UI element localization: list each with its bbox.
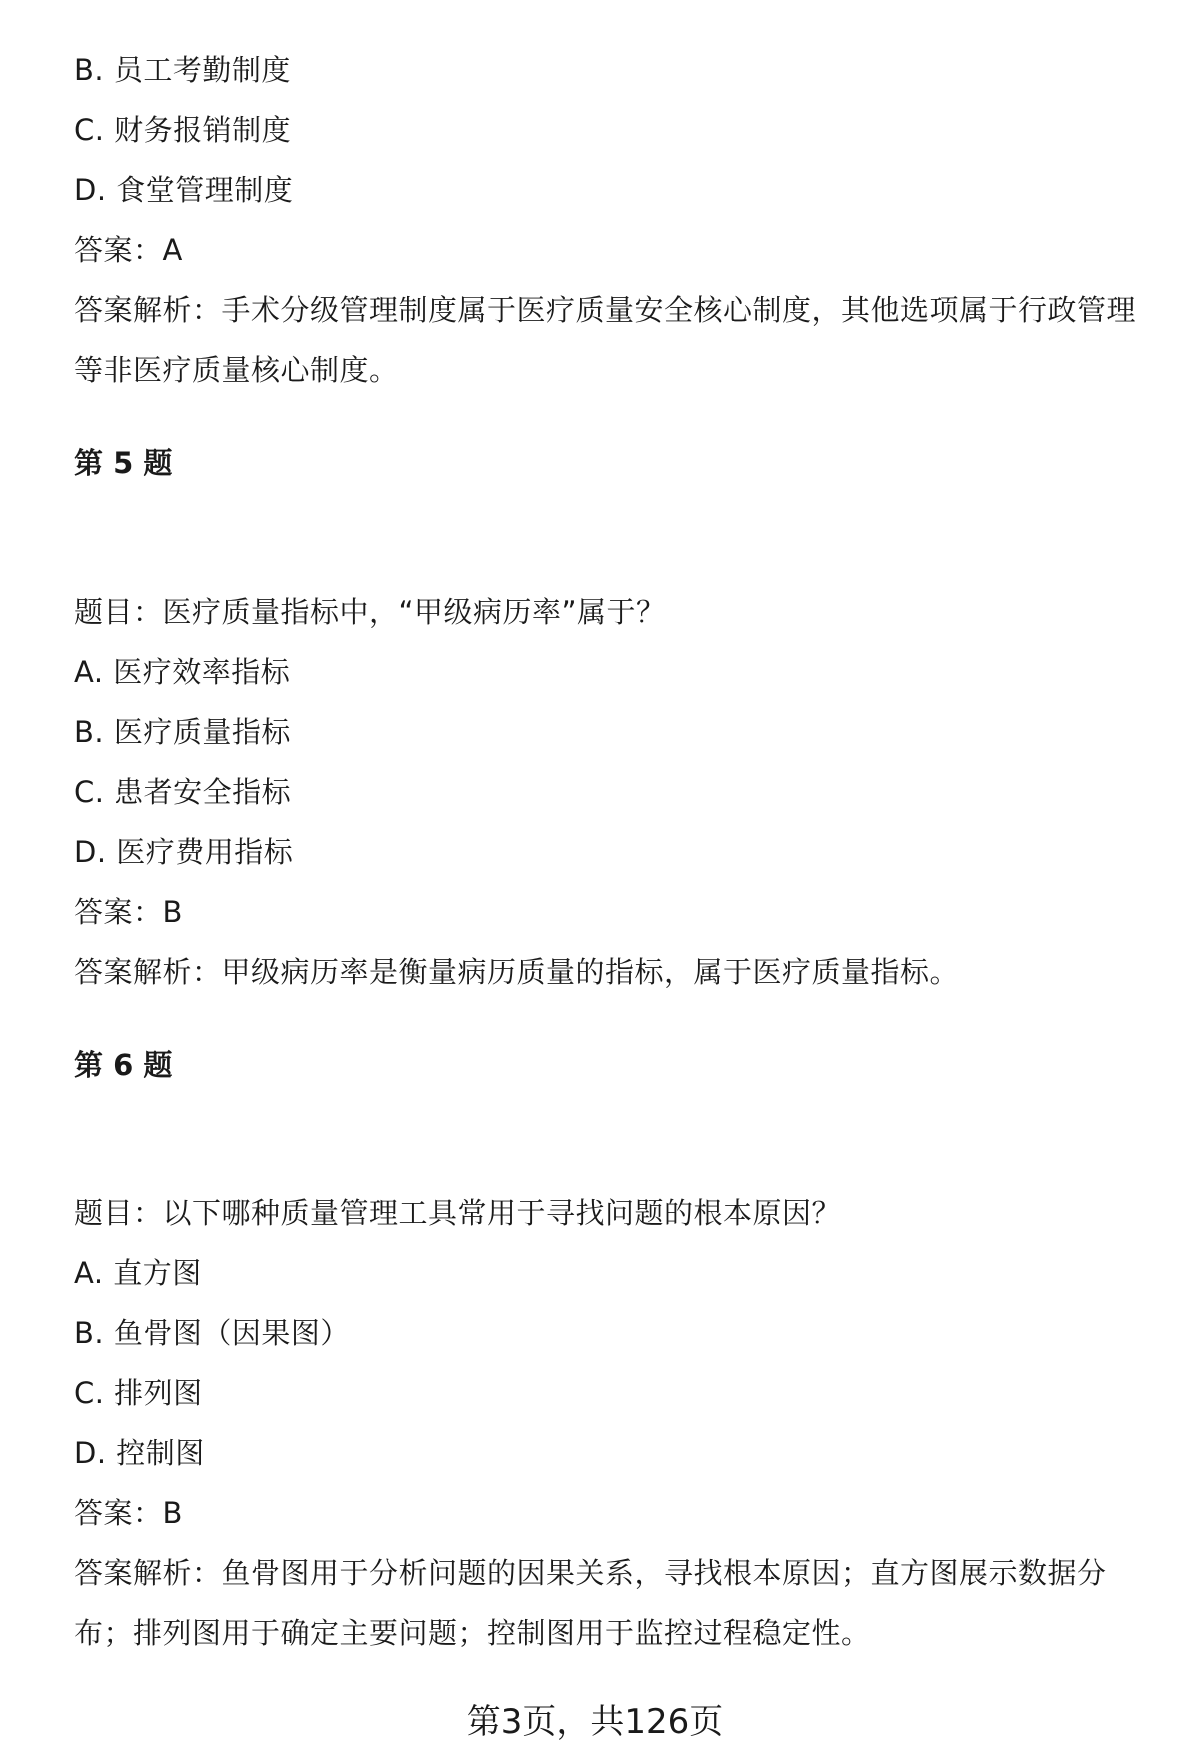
q6-heading: 第 6 题 (74, 1048, 173, 1082)
q6-answer: 答案：B (74, 1496, 183, 1530)
q6-option-c: C. 排列图 (74, 1376, 203, 1410)
q5-answer: 答案：B (74, 895, 183, 929)
q6-option-d: D. 控制图 (74, 1436, 205, 1470)
q6-question: 题目：以下哪种质量管理工具常用于寻找问题的根本原因？ (74, 1196, 842, 1230)
q5-option-c: C. 患者安全指标 (74, 775, 292, 809)
q5-option-a: A. 医疗效率指标 (74, 655, 291, 689)
q6-option-b: B. 鱼骨图（因果图） (74, 1316, 350, 1350)
q4-explanation-line1: 答案解析：手术分级管理制度属于医疗质量安全核心制度，其他选项属于行政管理 (74, 293, 1137, 327)
q6-option-a: A. 直方图 (74, 1256, 202, 1290)
q5-heading: 第 5 题 (74, 446, 173, 480)
q5-option-d: D. 医疗费用指标 (74, 835, 294, 869)
q4-answer: 答案：A (74, 233, 183, 267)
q6-explanation-line2: 布；排列图用于确定主要问题；控制图用于监控过程稳定性。 (74, 1616, 871, 1650)
q5-option-b: B. 医疗质量指标 (74, 715, 291, 749)
q4-option-b: B. 员工考勤制度 (74, 53, 291, 87)
q5-question: 题目：医疗质量指标中，“甲级病历率”属于？ (74, 595, 666, 629)
q4-option-d: D. 食堂管理制度 (74, 173, 294, 207)
q5-explanation-line1: 答案解析：甲级病历率是衡量病历质量的指标，属于医疗质量指标。 (74, 955, 960, 989)
page-number-footer: 第3页，共126页 (466, 1702, 724, 1742)
q4-option-c: C. 财务报销制度 (74, 113, 292, 147)
q6-explanation-line1: 答案解析：鱼骨图用于分析问题的因果关系，寻找根本原因；直方图展示数据分 (74, 1556, 1107, 1590)
q4-explanation-line2: 等非医疗质量核心制度。 (74, 353, 399, 387)
